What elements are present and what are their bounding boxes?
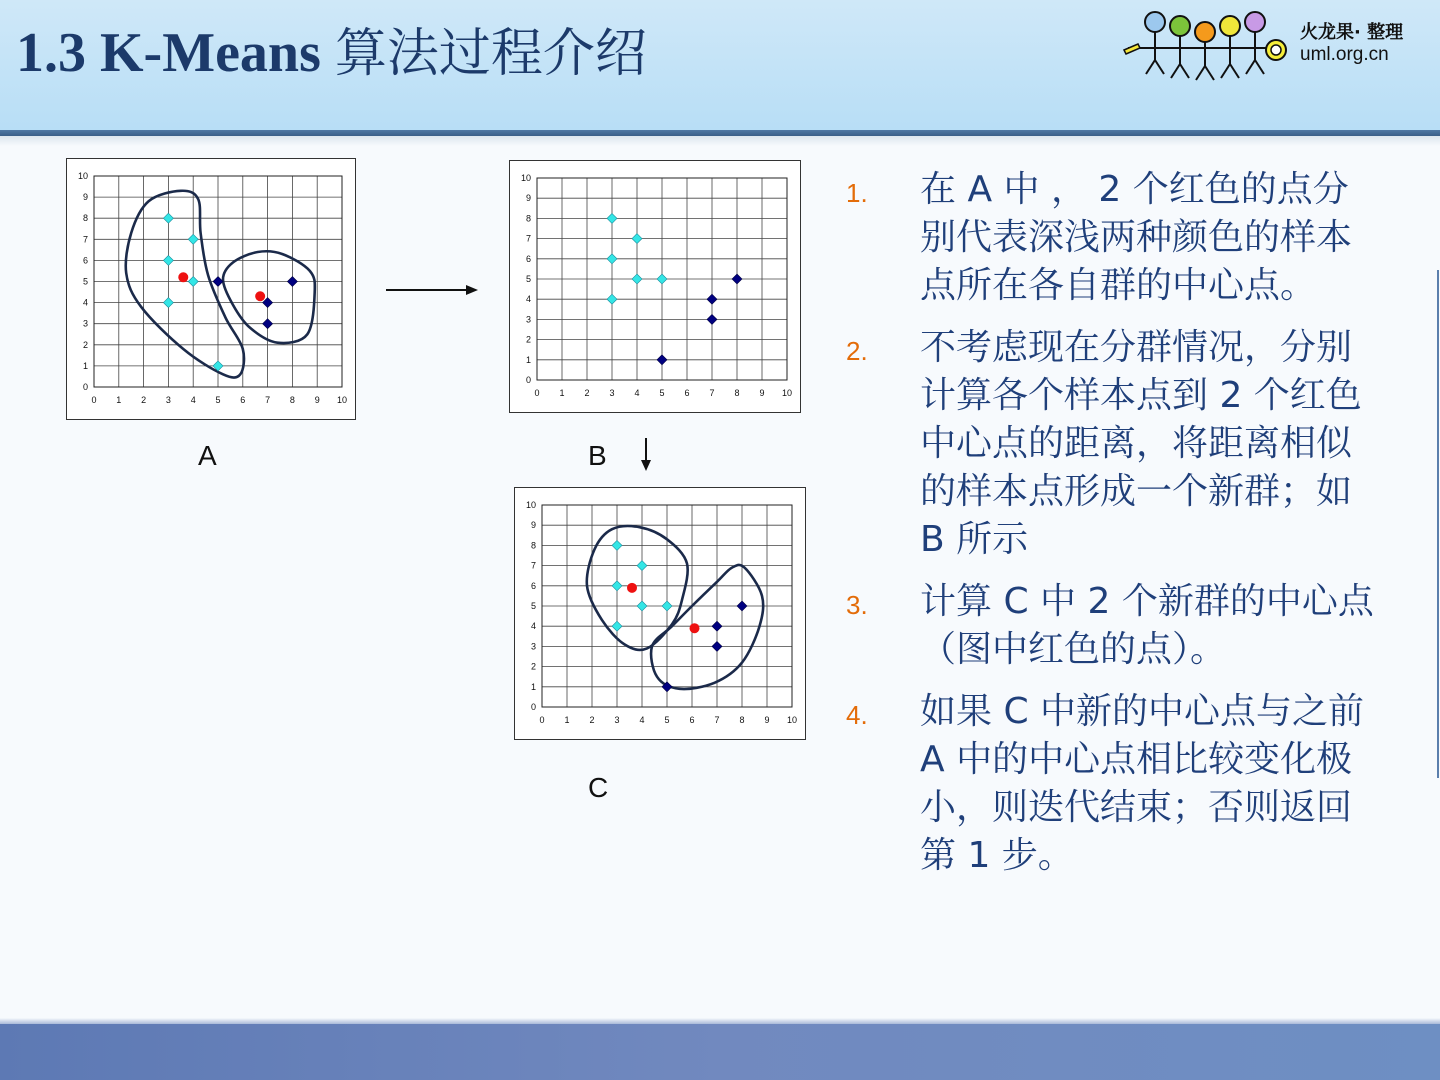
- arrow-right-icon: [384, 280, 480, 300]
- light-sample-point: [163, 298, 173, 308]
- header-shadow: [0, 136, 1440, 146]
- step-number: 1.: [846, 178, 868, 208]
- side-accent-line: [1437, 270, 1439, 778]
- x-tick-label: 6: [689, 715, 695, 725]
- centroid-point: [255, 291, 265, 301]
- step-item: [846, 578, 1376, 674]
- x-tick-label: 7: [709, 388, 715, 398]
- title-en: 1.3 K-Means: [16, 22, 321, 84]
- x-tick-label: 5: [664, 715, 670, 725]
- dark-sample-point: [657, 355, 667, 365]
- y-tick-label: 9: [530, 520, 536, 531]
- x-tick-label: 10: [336, 395, 348, 405]
- x-tick-label: 5: [659, 388, 665, 398]
- y-tick-label: 8: [530, 540, 536, 551]
- x-tick-label: 10: [786, 715, 798, 725]
- x-tick-label: 7: [714, 715, 720, 725]
- y-tick-label: 4: [82, 297, 88, 308]
- dark-sample-point: [712, 641, 722, 651]
- centroid-point: [178, 272, 188, 282]
- x-tick-label: 1: [116, 395, 122, 405]
- y-tick-label: 5: [530, 601, 536, 611]
- y-tick-label: 3: [530, 641, 536, 652]
- y-tick-label: 4: [525, 294, 531, 305]
- y-tick-label: 7: [82, 234, 88, 245]
- x-tick-label: 0: [91, 395, 97, 405]
- x-tick-label: 0: [534, 388, 540, 398]
- x-tick-label: 0: [539, 715, 545, 725]
- centroid-point: [627, 583, 637, 593]
- x-tick-label: 9: [764, 715, 770, 725]
- step-number: 4.: [846, 700, 868, 730]
- y-tick-label: 3: [525, 314, 531, 325]
- figure-label-c: C: [588, 772, 609, 803]
- light-sample-point: [163, 255, 173, 265]
- x-tick-label: 9: [759, 388, 765, 398]
- x-tick-label: 3: [165, 395, 171, 405]
- chart-a-svg: [67, 159, 355, 419]
- light-sample-point: [662, 601, 672, 611]
- y-tick-label: 7: [530, 560, 536, 571]
- y-tick-label: 2: [530, 661, 536, 672]
- x-tick-label: 6: [684, 388, 690, 398]
- x-tick-label: 4: [190, 395, 196, 405]
- cluster-outline: [223, 251, 315, 343]
- light-sample-point: [612, 540, 622, 550]
- dark-sample-point: [712, 621, 722, 631]
- light-sample-point: [188, 234, 198, 244]
- y-tick-label: 5: [525, 274, 531, 284]
- y-tick-label: 2: [525, 334, 531, 345]
- light-sample-point: [657, 274, 667, 284]
- credit-organizer: 火龙果· 整理: [1300, 22, 1404, 43]
- light-sample-point: [607, 254, 617, 264]
- x-tick-label: 8: [739, 715, 745, 725]
- figure-label-b: B: [588, 440, 607, 471]
- y-tick-label: 10: [525, 500, 536, 510]
- title-cn: 算法过程介绍: [334, 24, 647, 84]
- light-sample-point: [637, 561, 647, 571]
- step-item: [846, 688, 1376, 880]
- light-sample-point: [188, 277, 198, 287]
- chart-a: [66, 158, 356, 420]
- x-tick-label: 8: [734, 388, 740, 398]
- y-tick-label: 9: [82, 192, 88, 203]
- y-tick-label: 10: [77, 171, 88, 181]
- y-tick-label: 8: [525, 213, 531, 224]
- step-text: 如果 C 中新的中心点与之前 A 中的中心点相比较变化极小，则迭代结束；否则返回第 1 步。: [920, 691, 1365, 876]
- x-tick-label: 1: [559, 388, 565, 398]
- x-tick-label: 3: [609, 388, 615, 398]
- x-tick-label: 2: [141, 395, 147, 405]
- dark-sample-point: [263, 319, 273, 329]
- y-tick-label: 6: [82, 255, 88, 266]
- x-tick-label: 1: [564, 715, 570, 725]
- y-tick-label: 1: [82, 360, 88, 371]
- dark-sample-point: [707, 314, 717, 324]
- step-item: [846, 324, 1376, 564]
- x-tick-label: 8: [289, 395, 295, 405]
- y-tick-label: 0: [82, 382, 88, 392]
- chart-b: [509, 160, 801, 413]
- step-item: [846, 166, 1376, 310]
- step-text: 不考虑现在分群情况，分别计算各个样本点到 2 个红色中心点的距离，将距离相似的样本点形成一个新群；如 B 所示: [920, 327, 1362, 560]
- footer-band: [0, 1024, 1440, 1080]
- x-tick-label: 3: [614, 715, 620, 725]
- dark-sample-point: [707, 294, 717, 304]
- y-tick-label: 2: [82, 339, 88, 350]
- light-sample-point: [612, 621, 622, 631]
- x-tick-label: 6: [240, 395, 246, 405]
- light-sample-point: [632, 234, 642, 244]
- x-tick-label: 10: [781, 388, 793, 398]
- light-sample-point: [607, 294, 617, 304]
- step-number: 2.: [846, 336, 868, 366]
- y-tick-label: 1: [525, 354, 531, 365]
- x-tick-label: 2: [584, 388, 590, 398]
- y-tick-label: 8: [82, 213, 88, 224]
- x-tick-label: 4: [639, 715, 645, 725]
- cluster-outline: [587, 526, 688, 650]
- x-tick-label: 7: [265, 395, 271, 405]
- chart-c: [514, 487, 806, 740]
- cluster-outline: [651, 565, 763, 689]
- light-sample-point: [637, 601, 647, 611]
- y-tick-label: 0: [525, 375, 531, 385]
- dark-sample-point: [213, 277, 223, 287]
- light-sample-point: [632, 274, 642, 284]
- step-number: 3.: [846, 590, 868, 620]
- y-tick-label: 5: [82, 276, 88, 287]
- chart-b-svg: [510, 161, 800, 412]
- centroid-point: [690, 623, 700, 633]
- y-tick-label: 6: [525, 253, 531, 264]
- chart-c-svg: [515, 488, 805, 739]
- step-text: 在 A 中 ， 2 个红色的点分别代表深浅两种颜色的样本点所在各自群的中心点。: [920, 169, 1353, 306]
- x-tick-label: 5: [215, 395, 221, 405]
- stick-figures-logo-icon: [1118, 8, 1298, 88]
- y-tick-label: 9: [525, 193, 531, 204]
- light-sample-point: [612, 581, 622, 591]
- y-tick-label: 6: [530, 580, 536, 591]
- light-sample-point: [163, 213, 173, 223]
- y-tick-label: 3: [82, 318, 88, 329]
- figure-label-a: A: [198, 440, 217, 471]
- y-tick-label: 10: [520, 173, 531, 183]
- arrow-down-icon: [637, 436, 655, 474]
- y-tick-label: 4: [530, 621, 536, 632]
- steps-list: [846, 166, 1376, 894]
- dark-sample-point: [737, 601, 747, 611]
- y-tick-label: 0: [530, 702, 536, 712]
- dark-sample-point: [287, 277, 297, 287]
- light-sample-point: [607, 213, 617, 223]
- dark-sample-point: [732, 274, 742, 284]
- x-tick-label: 4: [634, 388, 640, 398]
- slide-title: [16, 20, 647, 87]
- x-tick-label: 9: [314, 395, 320, 405]
- y-tick-label: 1: [530, 681, 536, 692]
- y-tick-label: 7: [525, 233, 531, 244]
- x-tick-label: 2: [589, 715, 595, 725]
- step-text: 计算 C 中 2 个新群的中心点（图中红色的点）。: [920, 581, 1374, 670]
- credit-site: uml.org.cn: [1300, 44, 1389, 65]
